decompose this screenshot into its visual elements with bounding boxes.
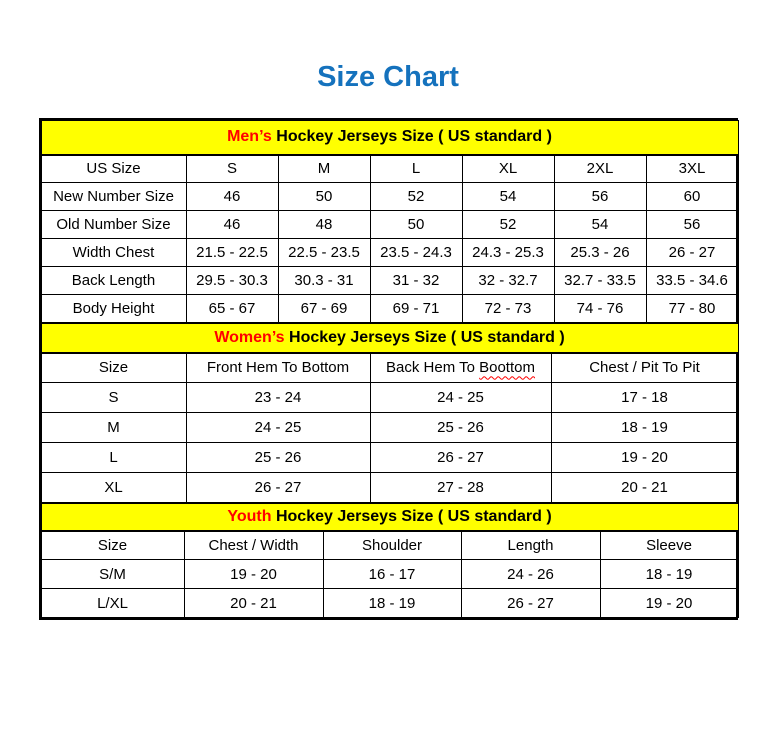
mens-column-header-row	[41, 155, 738, 183]
table-cell: 16 - 17	[323, 560, 461, 589]
column-header: Chest / Pit To Pit	[551, 353, 738, 383]
column-header: L	[370, 155, 462, 183]
column-header: XL	[462, 155, 554, 183]
table-cell: 67 - 69	[278, 295, 370, 323]
column-header: S	[186, 155, 278, 183]
mens-section-title-rest: Hockey Jerseys Size ( US standard )	[271, 128, 552, 146]
row-label: Back Length	[41, 267, 186, 295]
table-cell: 74 - 76	[554, 295, 646, 323]
column-header: Sleeve	[600, 531, 738, 560]
womens-column-header-row	[41, 353, 738, 383]
table-row	[41, 589, 738, 618]
womens-section-header	[41, 324, 738, 353]
table-cell: 54	[462, 183, 554, 211]
table-cell: 60	[646, 183, 738, 211]
table-cell: 69 - 71	[370, 295, 462, 323]
row-label: M	[41, 413, 186, 443]
table-cell: 18 - 19	[323, 589, 461, 618]
table-cell: 22.5 - 23.5	[278, 239, 370, 267]
youth-section-header	[41, 504, 738, 531]
womens-section-header-row	[41, 324, 738, 353]
table-cell: 26 - 27	[370, 443, 551, 473]
column-header: Front Hem To Bottom	[186, 353, 370, 383]
table-cell: 25 - 26	[370, 413, 551, 443]
table-cell: 33.5 - 34.6	[646, 267, 738, 295]
table-cell: 24.3 - 25.3	[462, 239, 554, 267]
column-header: US Size	[41, 155, 186, 183]
table-cell: 56	[554, 183, 646, 211]
table-cell: 24 - 25	[370, 383, 551, 413]
youth-section-header-row	[41, 504, 738, 531]
table-cell: 48	[278, 211, 370, 239]
table-cell: 26 - 27	[186, 473, 370, 503]
table-cell: 50	[278, 183, 370, 211]
youth-column-header-row	[41, 531, 738, 560]
table-cell: 65 - 67	[186, 295, 278, 323]
table-cell: 26 - 27	[646, 239, 738, 267]
table-cell: 20 - 21	[551, 473, 738, 503]
row-label: Width Chest	[41, 239, 186, 267]
page-title: Size Chart	[317, 61, 459, 93]
table-cell: 77 - 80	[646, 295, 738, 323]
table-cell: 32.7 - 33.5	[554, 267, 646, 295]
table-cell: 25.3 - 26	[554, 239, 646, 267]
table-row	[41, 295, 738, 323]
youth-size-table	[41, 503, 739, 618]
column-header: 3XL	[646, 155, 738, 183]
table-cell: 50	[370, 211, 462, 239]
womens-section-title-red: Women’s	[214, 328, 285, 346]
table-cell: 29.5 - 30.3	[186, 267, 278, 295]
column-header: Length	[461, 531, 600, 560]
table-cell: 19 - 20	[184, 560, 323, 589]
table-cell: 46	[186, 183, 278, 211]
table-row	[41, 267, 738, 295]
column-header: M	[278, 155, 370, 183]
table-row	[41, 239, 738, 267]
table-row	[41, 211, 738, 239]
table-cell: 25 - 26	[186, 443, 370, 473]
youth-section-title-rest: Hockey Jerseys Size ( US standard )	[271, 507, 552, 525]
table-cell: 17 - 18	[551, 383, 738, 413]
column-header-misspelled	[370, 353, 551, 383]
table-cell: 23 - 24	[186, 383, 370, 413]
table-cell: 20 - 21	[184, 589, 323, 618]
table-cell: 21.5 - 22.5	[186, 239, 278, 267]
womens-size-table	[41, 323, 739, 503]
row-label: New Number Size	[41, 183, 186, 211]
row-label: S	[41, 383, 186, 413]
table-cell: 30.3 - 31	[278, 267, 370, 295]
table-cell: 52	[462, 211, 554, 239]
table-cell: 72 - 73	[462, 295, 554, 323]
table-cell: 24 - 26	[461, 560, 600, 589]
table-row	[41, 383, 738, 413]
row-label: Old Number Size	[41, 211, 186, 239]
womens-section-title-rest: Hockey Jerseys Size ( US standard )	[284, 328, 565, 346]
row-label: L	[41, 443, 186, 473]
table-cell: 56	[646, 211, 738, 239]
table-cell: 27 - 28	[370, 473, 551, 503]
table-cell: 31 - 32	[370, 267, 462, 295]
table-cell: 19 - 20	[551, 443, 738, 473]
table-cell: 18 - 19	[600, 560, 738, 589]
table-cell: 52	[370, 183, 462, 211]
column-header: Shoulder	[323, 531, 461, 560]
spellcheck-squiggle-text: Boottom	[479, 359, 535, 377]
table-cell: 26 - 27	[461, 589, 600, 618]
table-row	[41, 560, 738, 589]
column-header: Size	[41, 353, 186, 383]
mens-size-table	[41, 120, 739, 323]
table-cell: 54	[554, 211, 646, 239]
column-header: Size	[41, 531, 184, 560]
mens-section-header	[41, 121, 738, 155]
table-row	[41, 473, 738, 503]
table-row	[41, 413, 738, 443]
table-cell: 18 - 19	[551, 413, 738, 443]
table-cell: 24 - 25	[186, 413, 370, 443]
mens-section-title-red: Men’s	[227, 128, 272, 146]
table-row	[41, 443, 738, 473]
size-chart	[39, 118, 738, 620]
table-cell: 46	[186, 211, 278, 239]
table-cell: 23.5 - 24.3	[370, 239, 462, 267]
table-cell: 32 - 32.7	[462, 267, 554, 295]
column-header: Chest / Width	[184, 531, 323, 560]
column-header-text: Back Hem To	[386, 359, 480, 377]
youth-section-title-red: Youth	[227, 507, 272, 525]
row-label: XL	[41, 473, 186, 503]
row-label: Body Height	[41, 295, 186, 323]
table-row	[41, 183, 738, 211]
table-cell: 19 - 20	[600, 589, 738, 618]
row-label: L/XL	[41, 589, 184, 618]
column-header: 2XL	[554, 155, 646, 183]
mens-section-header-row	[41, 121, 738, 155]
row-label: S/M	[41, 560, 184, 589]
